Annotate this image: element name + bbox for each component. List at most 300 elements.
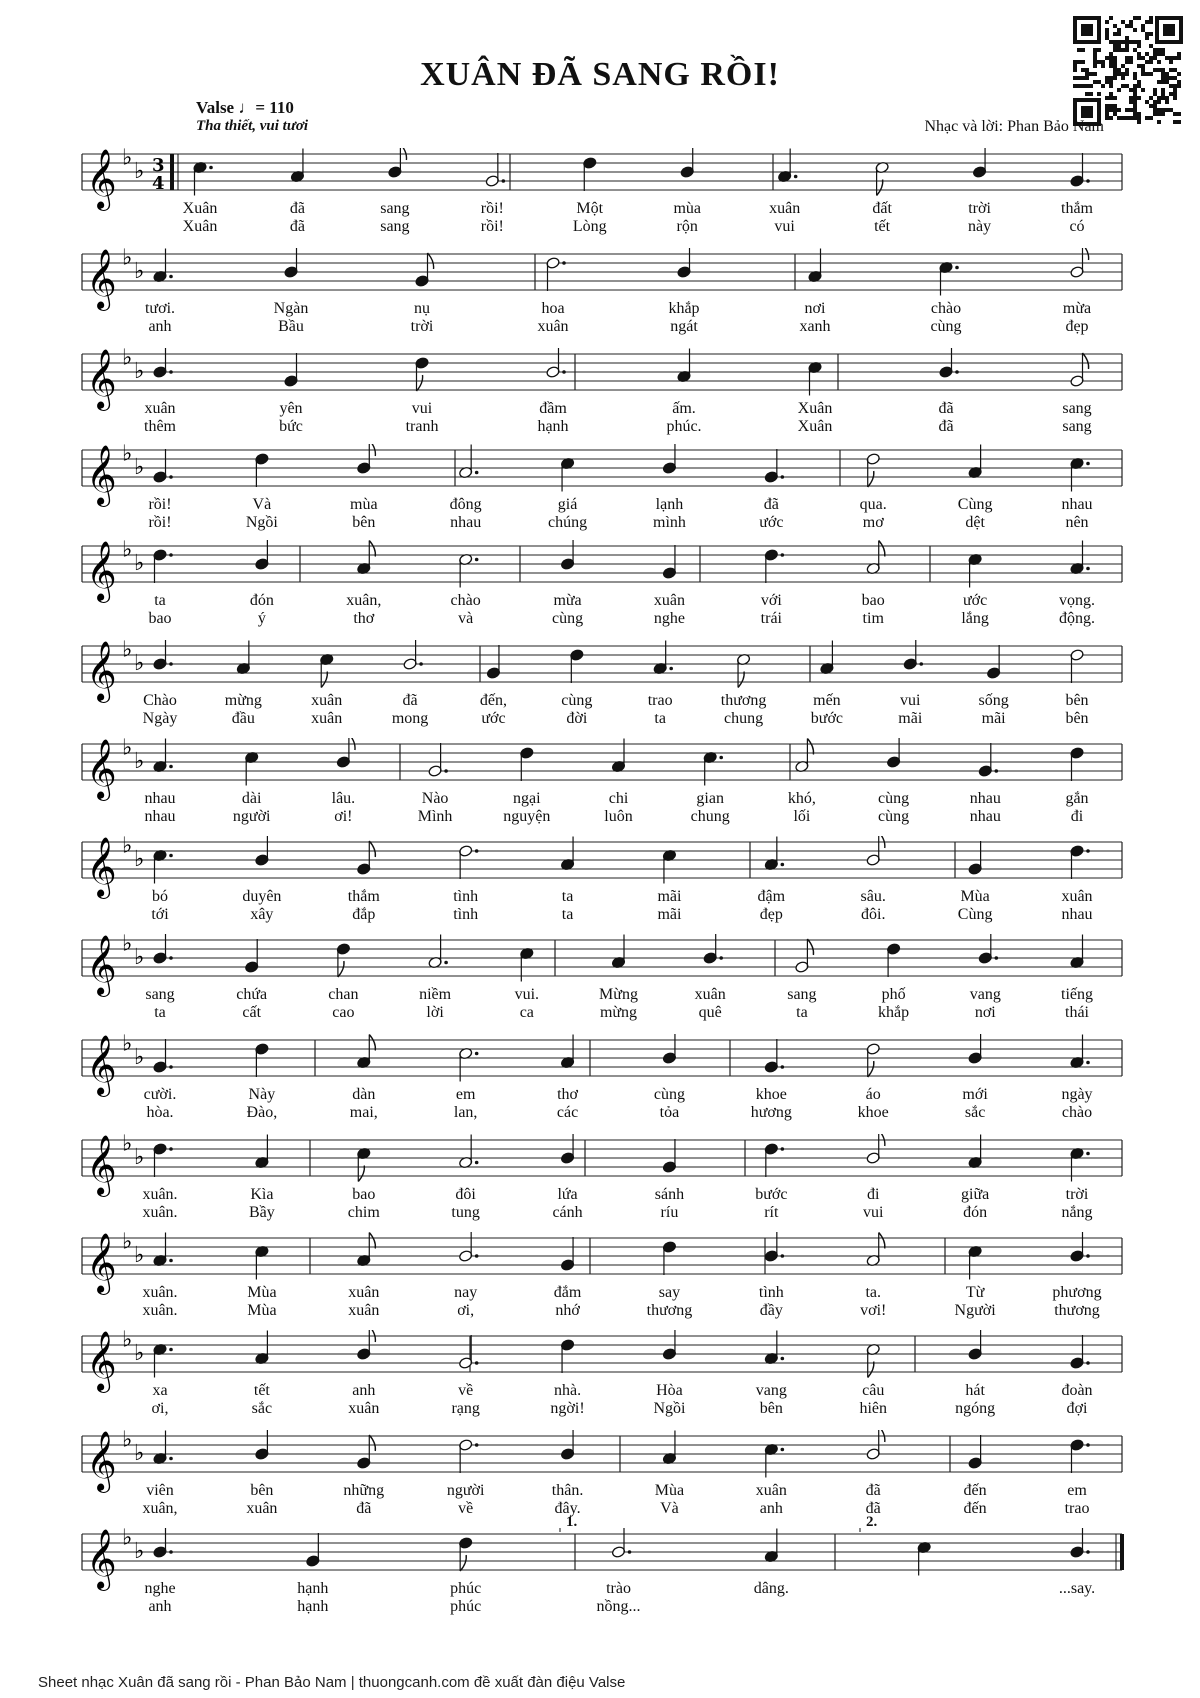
lyric-syllable: sang	[380, 218, 410, 235]
flat-icon: ♭	[122, 444, 133, 467]
lyric-syllable: cùng	[878, 790, 910, 807]
lyric-syllable: bước	[810, 710, 844, 727]
lyric-syllable: Này	[248, 1086, 276, 1103]
lyric-syllable: Mùa	[247, 1302, 277, 1319]
lyric-syllable: rít	[764, 1204, 779, 1221]
lyric-syllable: các	[556, 1104, 579, 1121]
lyric-syllable: Một	[576, 200, 604, 217]
lyric-syllable: nghe	[653, 610, 685, 627]
lyric-syllable: sang	[380, 200, 410, 217]
flat-icon: ♭	[122, 1034, 133, 1057]
lyric-syllable: Kìa	[250, 1186, 274, 1203]
staff-system	[0, 348, 1200, 435]
lyric-syllable: xuân	[769, 200, 801, 217]
volta-two-label: 2.	[866, 1514, 878, 1530]
lyric-syllable: Bầu	[278, 318, 304, 335]
lyric-syllable: ước	[759, 514, 784, 531]
lyric-syllable: hạnh	[297, 1598, 329, 1615]
lyric-syllable: nên	[1065, 514, 1089, 531]
treble-clef-icon: 𝄞	[86, 249, 117, 309]
lyric-syllable: anh	[148, 318, 172, 335]
lyric-syllable: chào	[1061, 1104, 1093, 1121]
staff-lines	[0, 1430, 1200, 1510]
lyric-syllable: mãi	[981, 710, 1006, 727]
lyric-syllable: qua.	[859, 496, 887, 513]
lyric-syllable: ơi,	[151, 1400, 169, 1417]
lyric-syllable: xuân	[311, 710, 343, 727]
lyric-syllable: thơ	[557, 1086, 578, 1103]
lyric-syllable: bên	[759, 1400, 783, 1417]
flat-icon: ♭	[134, 551, 145, 576]
lyric-syllable: anh	[759, 1500, 783, 1517]
lyric-syllable: Xuân	[182, 200, 218, 217]
lyric-syllable: anh	[148, 1598, 172, 1615]
treble-clef-icon: 𝄞	[86, 1331, 117, 1391]
lyric-syllable: đã	[938, 400, 954, 417]
staff-lines	[0, 348, 1200, 428]
treble-clef-icon: 𝄞	[86, 1135, 117, 1195]
lyric-syllable: lắng	[961, 610, 989, 627]
lyric-syllable: xuân,	[142, 1500, 178, 1517]
staff-lines	[0, 1034, 1200, 1114]
lyric-syllable: Chào	[143, 692, 177, 709]
lyric-syllable: ta.	[865, 1284, 881, 1301]
staff-system	[0, 934, 1200, 1021]
lyric-syllable: hiên	[859, 1400, 887, 1417]
staff-lines	[0, 540, 1200, 620]
lyric-syllable: Ngồi	[245, 514, 278, 531]
lyric-syllable: tranh	[405, 418, 439, 435]
lyric-syllable: ta	[561, 888, 574, 905]
flat-icon: ♭	[122, 1528, 133, 1551]
lyric-syllable: phương	[1052, 1284, 1102, 1301]
lyric-syllable: nhớ	[555, 1302, 580, 1319]
lyric-syllable: duyên	[242, 888, 282, 905]
lyric-syllable: chan	[328, 986, 359, 1003]
lyric-syllable: hạnh	[537, 418, 569, 435]
lyric-syllable: xuân.	[142, 1186, 178, 1203]
lyric-syllable: chúng	[547, 514, 588, 531]
flat-icon: ♭	[134, 651, 145, 676]
lyric-syllable: Nào	[421, 790, 449, 807]
lyric-syllable: vui	[774, 218, 795, 235]
lyric-syllable: thương	[646, 1302, 693, 1319]
lyric-syllable: tình	[453, 906, 479, 923]
tempo-marking: Valse ♩= 110	[196, 98, 294, 117]
flat-icon: ♭	[134, 1441, 145, 1466]
lyric-syllable: ta	[796, 1004, 808, 1021]
lyric-syllable: chi	[608, 790, 629, 807]
flat-icon: ♭	[134, 259, 145, 284]
lyric-syllable: đã	[402, 692, 418, 709]
lyric-syllable: đã	[356, 1500, 372, 1517]
lyric-syllable: Bầy	[248, 1204, 275, 1221]
lyric-syllable: mãi	[657, 888, 682, 905]
lyric-syllable: đậm	[757, 888, 786, 905]
lyric-syllable: mến	[813, 692, 841, 709]
lyric-syllable: gian	[696, 790, 724, 807]
lyric-syllable: xuân	[755, 1482, 787, 1499]
lyric-syllable: bao	[148, 610, 172, 627]
treble-clef-icon: 𝄞	[86, 541, 117, 601]
lyric-syllable: đi	[1070, 808, 1084, 825]
lyric-syllable: ca	[519, 1004, 534, 1021]
lyric-syllable: viên	[146, 1482, 174, 1499]
lyric-syllable: thắm	[347, 888, 380, 905]
lyric-syllable: bên	[250, 1482, 274, 1499]
lyric-syllable: chứa	[236, 986, 268, 1003]
lyric-syllable: ý	[257, 610, 266, 627]
lyric-syllable: khắp	[878, 1004, 910, 1021]
lyric-syllable: mùa	[673, 200, 701, 217]
lyric-syllable: bao	[861, 592, 885, 609]
lyric-syllable: đôi.	[860, 906, 886, 923]
lyric-syllable: cao	[332, 1004, 355, 1021]
lyric-syllable: mãi	[898, 710, 923, 727]
lyric-syllable: cất	[242, 1004, 262, 1021]
lyric-syllable: nhà.	[553, 1382, 582, 1399]
lyric-syllable: đón	[249, 592, 274, 609]
staff-lines	[0, 1232, 1200, 1312]
lyric-syllable: nụ	[414, 300, 430, 317]
lyric-syllable: người	[232, 808, 271, 825]
lyric-syllable: lối	[793, 808, 811, 825]
lyric-syllable: bước	[755, 1186, 788, 1203]
staff-system	[0, 1528, 1200, 1615]
lyric-syllable: trào	[606, 1580, 631, 1597]
lyric-syllable: ngóng	[955, 1400, 996, 1417]
lyric-syllable: xây	[250, 906, 274, 923]
lyric-syllable: mơ	[862, 514, 884, 531]
lyric-syllable: thái	[1065, 1004, 1089, 1021]
lyric-syllable: tung	[451, 1204, 480, 1221]
lyric-syllable: hạnh	[297, 1580, 329, 1597]
lyric-syllable: rạng	[451, 1400, 480, 1417]
lyric-syllable: xuân.	[142, 1204, 178, 1221]
lyric-syllable: bức	[279, 418, 303, 435]
staff-system	[0, 248, 1200, 335]
flat-icon: ♭	[134, 1539, 145, 1564]
lyric-syllable: anh	[352, 1382, 376, 1399]
lyric-syllable: xuân,	[346, 592, 382, 609]
lyric-syllable: ngại	[513, 790, 541, 807]
lyric-syllable: hoa	[541, 300, 565, 317]
lyric-syllable: tới	[151, 906, 169, 923]
lyric-syllable: Cùng	[957, 496, 993, 513]
lyric-syllable: ơi,	[457, 1302, 475, 1319]
lyric-syllable: mới	[962, 1086, 988, 1103]
treble-clef-icon: 𝄞	[86, 1035, 117, 1095]
lyric-syllable: chung	[690, 808, 730, 825]
lyric-syllable: lâu.	[331, 790, 356, 807]
lyric-syllable: người	[446, 1482, 485, 1499]
staff-lines	[0, 1330, 1200, 1410]
lyric-syllable: phúc	[450, 1580, 482, 1597]
staff-system	[0, 738, 1200, 825]
lyric-syllable: rồi!	[148, 496, 172, 513]
lyric-syllable: đắm	[553, 1284, 582, 1301]
lyric-syllable: chung	[723, 710, 764, 727]
lyric-syllable: đầu	[231, 710, 255, 727]
treble-clef-icon: 𝄞	[86, 739, 117, 799]
staff-system	[0, 1330, 1200, 1417]
lyric-syllable: lứa	[557, 1186, 578, 1203]
lyric-syllable: những	[343, 1482, 385, 1499]
lyric-syllable: Hòa	[656, 1382, 683, 1399]
lyric-syllable: niềm	[419, 986, 452, 1003]
treble-clef-icon: 𝄞	[86, 149, 117, 209]
lyric-syllable: Đào,	[246, 1104, 278, 1121]
lyric-syllable: khó,	[787, 790, 816, 807]
flat-icon: ♭	[122, 248, 133, 271]
lyric-syllable: mừa	[553, 592, 582, 609]
lyric-syllable: Và	[660, 1500, 679, 1517]
lyric-syllable: đầm	[539, 400, 567, 417]
lyric-syllable: này	[967, 218, 992, 235]
lyric-syllable: động.	[1059, 610, 1095, 627]
staff-system	[0, 540, 1200, 627]
lyric-syllable: xuân	[348, 1400, 380, 1417]
lyric-syllable: quê	[698, 1004, 722, 1021]
lyric-syllable: Mùa	[960, 888, 990, 905]
lyric-syllable: Người	[954, 1302, 996, 1319]
lyric-syllable: vơi!	[860, 1302, 887, 1319]
lyric-syllable: giá	[557, 496, 578, 513]
lyric-syllable: yên	[279, 400, 303, 417]
lyric-syllable: xuân	[246, 1500, 278, 1517]
lyric-syllable: phúc	[450, 1598, 482, 1615]
lyric-syllable: chim	[347, 1204, 380, 1221]
staff-system	[0, 1232, 1200, 1319]
staff-system	[0, 444, 1200, 531]
lyric-syllable: cười.	[143, 1086, 177, 1103]
lyric-syllable: ấm.	[672, 400, 696, 417]
lyric-syllable: trao	[647, 692, 673, 709]
lyric-syllable: trái	[760, 610, 782, 627]
lyric-syllable: đã	[289, 200, 305, 217]
lyric-syllable: về	[458, 1500, 474, 1517]
lyric-syllable: nhau	[144, 790, 176, 807]
lyric-syllable: tết	[874, 218, 891, 235]
lyric-syllable: ước	[481, 710, 506, 727]
lyric-syllable: xuân	[653, 592, 685, 609]
lyric-syllable: rồi!	[480, 218, 504, 235]
song-title: XUÂN ĐÃ SANG RỒI!	[420, 56, 780, 93]
lyric-syllable: dệt	[965, 514, 985, 531]
lyric-syllable: ngày	[1061, 1086, 1093, 1103]
lyric-syllable: rộn	[676, 218, 698, 235]
lyric-syllable: đi	[866, 1186, 880, 1203]
lyric-syllable: bên	[1065, 710, 1089, 727]
lyric-syllable: trao	[1064, 1500, 1090, 1517]
lyric-syllable: vui.	[514, 986, 540, 1003]
treble-clef-icon: 𝄞	[86, 641, 117, 701]
lyric-syllable: thắm	[1061, 200, 1093, 217]
lyric-syllable: xuân	[348, 1302, 380, 1319]
staff-lines	[0, 248, 1200, 328]
lyric-syllable: nghe	[144, 1580, 176, 1597]
lyric-syllable: ngát	[670, 318, 698, 335]
flat-icon: ♭	[134, 159, 145, 184]
lyric-syllable: nơi	[974, 1004, 996, 1021]
lyric-syllable: Ngồi	[653, 1400, 686, 1417]
lyric-syllable: xuân	[348, 1284, 380, 1301]
staff-lines	[0, 836, 1200, 916]
staff-system	[0, 1430, 1200, 1517]
lyric-syllable: Xuân	[797, 418, 833, 435]
lyric-syllable: đã	[938, 418, 954, 435]
lyric-syllable: xuân	[144, 400, 176, 417]
lyric-syllable: ước	[962, 592, 988, 609]
flat-icon: ♭	[134, 1145, 145, 1170]
lyric-syllable: vọng.	[1059, 592, 1095, 609]
lyric-syllable: gắn	[1065, 790, 1089, 807]
treble-clef-icon: 𝄞	[86, 349, 117, 409]
lyric-syllable: hát	[965, 1382, 985, 1399]
lyric-syllable: đời	[566, 710, 588, 727]
lyric-syllable: ơi!	[334, 808, 353, 825]
lyric-syllable: tình	[758, 1284, 784, 1301]
lyric-syllable: phúc.	[666, 418, 702, 435]
lyric-syllable: nhau	[450, 514, 482, 531]
lyric-syllable: rồi!	[148, 514, 172, 531]
lyric-syllable: Từ	[965, 1284, 985, 1301]
lyric-syllable: Mừng	[599, 986, 638, 1003]
lyric-syllable: Cùng	[957, 906, 993, 923]
lyric-syllable: ...say.	[1058, 1580, 1096, 1597]
lyric-syllable: em	[1067, 1482, 1087, 1499]
lyric-syllable: say	[658, 1284, 681, 1301]
lyric-syllable: về	[458, 1382, 474, 1399]
lyric-syllable: rồi!	[480, 200, 504, 217]
staff-lines	[0, 1528, 1200, 1608]
lyric-syllable: vui	[411, 400, 433, 417]
lyric-syllable: xa	[152, 1382, 168, 1399]
lyric-syllable: vui	[900, 692, 921, 709]
staff-system	[0, 1034, 1200, 1121]
lyric-syllable: đến,	[479, 692, 508, 709]
lyric-syllable: Ngàn	[273, 300, 309, 317]
lyric-syllable: đầy	[759, 1302, 783, 1319]
lyric-syllable: nắng	[1061, 1204, 1093, 1221]
lyric-syllable: đến	[963, 1500, 987, 1517]
lyric-syllable: sắc	[251, 1400, 273, 1417]
lyric-syllable: cùng	[561, 692, 593, 709]
lyric-syllable: bên	[352, 514, 376, 531]
lyric-syllable: mai,	[349, 1104, 378, 1121]
lyric-syllable: mừng	[599, 1004, 638, 1021]
flat-icon: ♭	[134, 1045, 145, 1070]
time-signature-top: 3	[152, 155, 165, 176]
flat-icon: ♭	[134, 1341, 145, 1366]
flat-icon: ♭	[122, 148, 133, 171]
lyric-syllable: cùng	[551, 610, 584, 627]
flat-icon: ♭	[134, 359, 145, 384]
lyric-syllable: sang	[145, 986, 175, 1003]
lyric-syllable: nhau	[1061, 496, 1093, 513]
lyric-syllable: em	[455, 1086, 476, 1103]
staff-system	[0, 640, 1200, 727]
flat-icon: ♭	[134, 455, 145, 480]
flat-icon: ♭	[122, 738, 133, 761]
treble-clef-icon: 𝄞	[86, 1431, 117, 1491]
lyric-syllable: thơ	[353, 610, 375, 627]
footer-caption: Sheet nhạc Xuân đã sang rồi - Phan Bảo Nam | thuongcanh.com đề xuất đàn điệu Valse	[38, 1674, 626, 1691]
lyric-syllable: Ngày	[142, 710, 178, 727]
lyric-syllable: mình	[652, 514, 686, 531]
lyric-syllable: trời	[1065, 1186, 1089, 1203]
lyric-syllable: mùa	[349, 496, 378, 513]
lyric-syllable: Xuân	[797, 400, 833, 417]
lyric-syllable: vang	[969, 986, 1001, 1003]
lyric-syllable: cùng	[878, 808, 910, 825]
lyric-syllable: cánh	[552, 1204, 583, 1221]
lyric-syllable: sống	[978, 692, 1009, 709]
lyric-syllable: đã	[865, 1500, 881, 1517]
lyric-syllable: cùng	[653, 1086, 685, 1103]
lyric-syllable: lời	[426, 1004, 444, 1021]
treble-clef-icon: 𝄞	[86, 935, 117, 995]
lyric-syllable: bên	[1065, 692, 1089, 709]
lyric-syllable: luôn	[604, 808, 633, 825]
staff-lines	[0, 640, 1200, 720]
lyric-syllable: ngời!	[550, 1400, 585, 1417]
lyric-syllable: ríu	[660, 1204, 679, 1221]
lyric-syllable: dài	[241, 790, 262, 807]
lyric-syllable: ta	[654, 710, 666, 727]
lyric-syllable: thêm	[144, 418, 176, 435]
expression-marking: Tha thiết, vui tươi	[196, 118, 309, 134]
flat-icon: ♭	[134, 1243, 145, 1268]
staff-system	[0, 148, 1200, 235]
lyric-syllable: mong	[391, 710, 429, 727]
lyric-syllable: xanh	[799, 318, 831, 335]
lyric-syllable: đắp	[352, 906, 376, 923]
treble-clef-icon: 𝄞	[86, 837, 117, 897]
staff-lines	[0, 738, 1200, 818]
lyric-syllable: tim	[862, 610, 884, 627]
lyric-syllable: đây.	[554, 1500, 581, 1517]
lyric-syllable: mừa	[1062, 300, 1092, 317]
lyric-syllable: khoe	[755, 1086, 787, 1103]
lyric-syllable: xuân.	[142, 1284, 178, 1301]
staff-system	[0, 836, 1200, 923]
lyric-syllable: nơi	[804, 300, 826, 317]
lyric-syllable: tiếng	[1061, 986, 1093, 1003]
lyric-syllable: nay	[454, 1284, 478, 1301]
lyric-syllable: hương	[750, 1104, 792, 1121]
lyric-syllable: vui	[862, 1204, 884, 1221]
lyric-syllable: ta	[561, 906, 574, 923]
flat-icon: ♭	[134, 945, 145, 970]
lyric-syllable: tình	[453, 888, 479, 905]
lyric-syllable: dâng.	[753, 1580, 789, 1597]
lyric-syllable: vang	[755, 1382, 787, 1399]
lyric-syllable: Và	[252, 496, 272, 513]
lyric-syllable: Mình	[417, 808, 453, 825]
lyric-syllable: ta	[154, 592, 166, 609]
staff-system	[0, 1134, 1200, 1221]
lyric-syllable: mãi	[657, 906, 682, 923]
lyric-syllable: tỏa	[659, 1104, 680, 1121]
lyric-syllable: khắp	[668, 300, 700, 317]
lyric-syllable: nhau	[969, 790, 1001, 807]
lyric-syllable: sang	[1062, 400, 1092, 417]
lyric-syllable: trời	[968, 200, 991, 217]
flat-icon: ♭	[122, 1430, 133, 1453]
lyric-syllable: bao	[352, 1186, 376, 1203]
lyric-syllable: khoe	[857, 1104, 889, 1121]
